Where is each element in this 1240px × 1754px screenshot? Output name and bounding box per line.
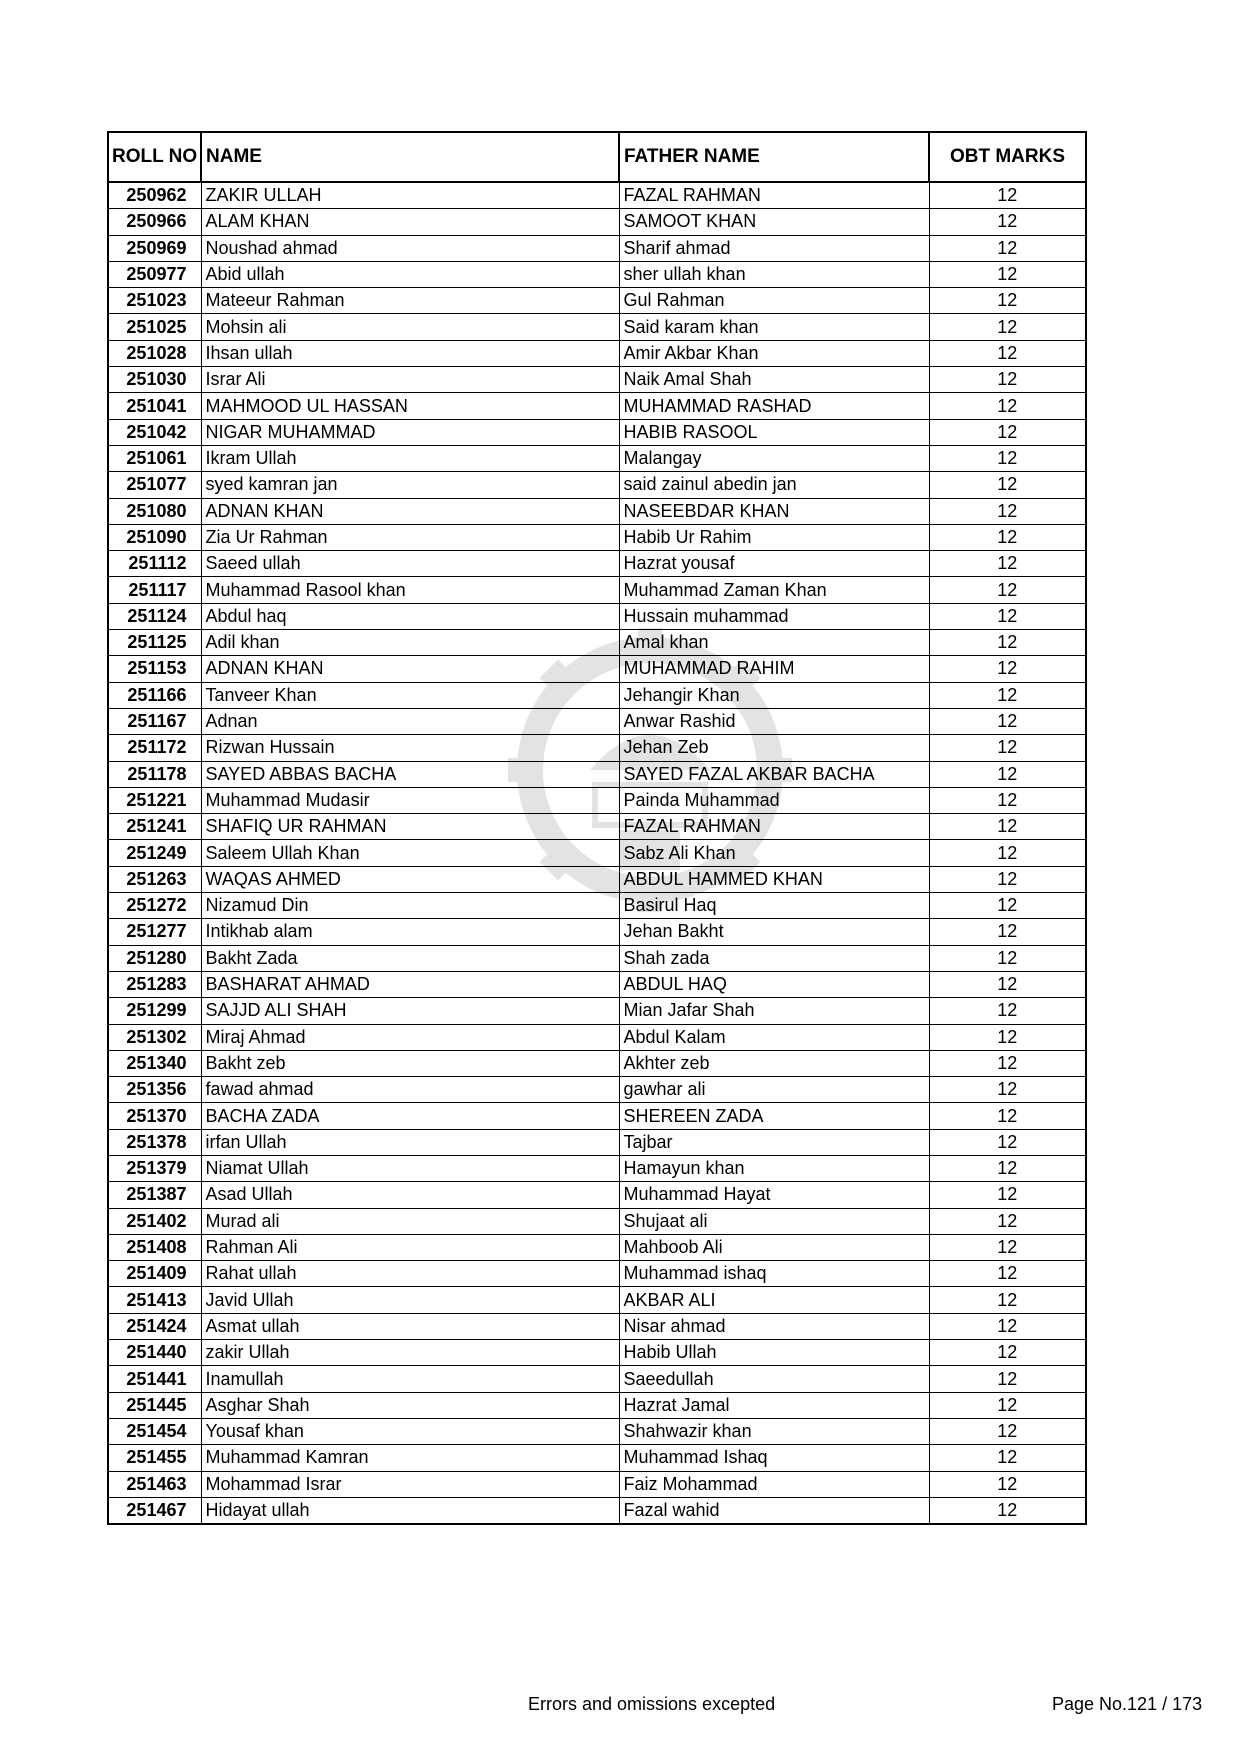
cell-obt-marks: 12 — [929, 1392, 1086, 1418]
cell-father-name: Amal khan — [619, 630, 929, 656]
cell-name: Mateeur Rahman — [201, 288, 619, 314]
cell-name: Bakht zeb — [201, 1050, 619, 1076]
cell-roll-no: 251302 — [108, 1024, 201, 1050]
table-row — [108, 1129, 1086, 1155]
cell-obt-marks: 12 — [929, 577, 1086, 603]
cell-name: Yousaf khan — [201, 1418, 619, 1444]
table-row — [108, 1497, 1086, 1524]
table-row — [108, 1445, 1086, 1471]
table-body — [108, 182, 1086, 1524]
cell-name: Asad Ullah — [201, 1182, 619, 1208]
cell-obt-marks: 12 — [929, 314, 1086, 340]
cell-roll-no: 250966 — [108, 209, 201, 235]
cell-name: Ikram Ullah — [201, 445, 619, 471]
cell-name: Rizwan Hussain — [201, 735, 619, 761]
cell-name: Abdul haq — [201, 603, 619, 629]
cell-obt-marks: 12 — [929, 1313, 1086, 1339]
cell-name: Noushad ahmad — [201, 235, 619, 261]
cell-name: ALAM KHAN — [201, 209, 619, 235]
cell-obt-marks: 12 — [929, 1182, 1086, 1208]
cell-roll-no: 251125 — [108, 630, 201, 656]
table-row — [108, 261, 1086, 287]
cell-name: SHAFIQ UR RAHMAN — [201, 814, 619, 840]
cell-name: SAYED ABBAS BACHA — [201, 761, 619, 787]
table-row — [108, 1024, 1086, 1050]
cell-father-name: gawhar ali — [619, 1077, 929, 1103]
table-row — [108, 393, 1086, 419]
table-row — [108, 551, 1086, 577]
cell-roll-no: 251387 — [108, 1182, 201, 1208]
cell-obt-marks: 12 — [929, 551, 1086, 577]
cell-name: WAQAS AHMED — [201, 866, 619, 892]
cell-name: Abid ullah — [201, 261, 619, 287]
table-row — [108, 682, 1086, 708]
cell-name: ADNAN KHAN — [201, 498, 619, 524]
cell-obt-marks: 12 — [929, 1208, 1086, 1234]
cell-father-name: Hamayun khan — [619, 1155, 929, 1181]
cell-name: zakir Ullah — [201, 1340, 619, 1366]
cell-father-name: Said karam khan — [619, 314, 929, 340]
cell-roll-no: 251117 — [108, 577, 201, 603]
cell-roll-no: 251172 — [108, 735, 201, 761]
table-row — [108, 814, 1086, 840]
cell-father-name: Hazrat Jamal — [619, 1392, 929, 1418]
results-table — [107, 131, 1087, 1525]
cell-name: Muhammad Rasool khan — [201, 577, 619, 603]
table-row — [108, 1077, 1086, 1103]
cell-father-name: Jehan Bakht — [619, 919, 929, 945]
cell-father-name: sher ullah khan — [619, 261, 929, 287]
cell-name: Rahman Ali — [201, 1234, 619, 1260]
table-row — [108, 1261, 1086, 1287]
cell-name: syed kamran jan — [201, 472, 619, 498]
cell-name: irfan Ullah — [201, 1129, 619, 1155]
cell-father-name: HABIB RASOOL — [619, 419, 929, 445]
cell-roll-no: 251408 — [108, 1234, 201, 1260]
cell-father-name: Sharif ahmad — [619, 235, 929, 261]
table-row — [108, 1340, 1086, 1366]
table-row — [108, 1208, 1086, 1234]
table-row — [108, 1182, 1086, 1208]
cell-obt-marks: 12 — [929, 1471, 1086, 1497]
cell-father-name: Faiz Mohammad — [619, 1471, 929, 1497]
cell-obt-marks: 12 — [929, 498, 1086, 524]
cell-roll-no: 251283 — [108, 971, 201, 997]
cell-obt-marks: 12 — [929, 682, 1086, 708]
cell-name: Tanveer Khan — [201, 682, 619, 708]
table-row — [108, 919, 1086, 945]
cell-roll-no: 251249 — [108, 840, 201, 866]
cell-father-name: Muhammad Hayat — [619, 1182, 929, 1208]
cell-name: Adil khan — [201, 630, 619, 656]
cell-father-name: Naik Amal Shah — [619, 367, 929, 393]
cell-roll-no: 251042 — [108, 419, 201, 445]
table-row — [108, 1313, 1086, 1339]
cell-roll-no: 250962 — [108, 182, 201, 209]
cell-roll-no: 251080 — [108, 498, 201, 524]
table-row — [108, 235, 1086, 261]
cell-father-name: MUHAMMAD RASHAD — [619, 393, 929, 419]
cell-father-name: Habib Ullah — [619, 1340, 929, 1366]
cell-obt-marks: 12 — [929, 893, 1086, 919]
cell-obt-marks: 12 — [929, 787, 1086, 813]
table-row — [108, 708, 1086, 734]
cell-obt-marks: 12 — [929, 445, 1086, 471]
cell-obt-marks: 12 — [929, 1077, 1086, 1103]
cell-father-name: Anwar Rashid — [619, 708, 929, 734]
cell-obt-marks: 12 — [929, 261, 1086, 287]
cell-name: Intikhab alam — [201, 919, 619, 945]
cell-obt-marks: 12 — [929, 524, 1086, 550]
cell-father-name: Habib Ur Rahim — [619, 524, 929, 550]
cell-name: BASHARAT AHMAD — [201, 971, 619, 997]
cell-father-name: Hussain muhammad — [619, 603, 929, 629]
cell-obt-marks: 12 — [929, 814, 1086, 840]
cell-father-name: Shahwazir khan — [619, 1418, 929, 1444]
cell-obt-marks: 12 — [929, 840, 1086, 866]
table-row — [108, 340, 1086, 366]
cell-obt-marks: 12 — [929, 708, 1086, 734]
cell-father-name: ABDUL HAMMED KHAN — [619, 866, 929, 892]
cell-father-name: NASEEBDAR KHAN — [619, 498, 929, 524]
table-row — [108, 603, 1086, 629]
cell-obt-marks: 12 — [929, 1261, 1086, 1287]
table-header-row — [108, 132, 1086, 182]
cell-father-name: Tajbar — [619, 1129, 929, 1155]
cell-roll-no: 251030 — [108, 367, 201, 393]
cell-roll-no: 251263 — [108, 866, 201, 892]
cell-obt-marks: 12 — [929, 419, 1086, 445]
cell-roll-no: 251272 — [108, 893, 201, 919]
cell-father-name: Saeedullah — [619, 1366, 929, 1392]
table-row — [108, 866, 1086, 892]
cell-name: Asghar Shah — [201, 1392, 619, 1418]
cell-father-name: SHEREEN ZADA — [619, 1103, 929, 1129]
cell-obt-marks: 12 — [929, 656, 1086, 682]
cell-father-name: Mahboob Ali — [619, 1234, 929, 1260]
table-row — [108, 445, 1086, 471]
cell-name: MAHMOOD UL HASSAN — [201, 393, 619, 419]
cell-name: BACHA ZADA — [201, 1103, 619, 1129]
cell-father-name: Amir Akbar Khan — [619, 340, 929, 366]
cell-name: Rahat ullah — [201, 1261, 619, 1287]
cell-obt-marks: 12 — [929, 235, 1086, 261]
table-row — [108, 998, 1086, 1024]
table-row — [108, 656, 1086, 682]
cell-roll-no: 251463 — [108, 1471, 201, 1497]
cell-obt-marks: 12 — [929, 367, 1086, 393]
cell-father-name: SAMOOT KHAN — [619, 209, 929, 235]
cell-obt-marks: 12 — [929, 1418, 1086, 1444]
header-roll-no: ROLL NO — [108, 132, 201, 182]
cell-obt-marks: 12 — [929, 1287, 1086, 1313]
cell-father-name: Shah zada — [619, 945, 929, 971]
table-row — [108, 209, 1086, 235]
cell-name: SAJJD ALI SHAH — [201, 998, 619, 1024]
cell-name: Hidayat ullah — [201, 1497, 619, 1524]
header-father-name: FATHER NAME — [619, 132, 929, 182]
cell-name: Mohsin ali — [201, 314, 619, 340]
cell-obt-marks: 12 — [929, 971, 1086, 997]
cell-father-name: Nisar ahmad — [619, 1313, 929, 1339]
cell-father-name: Jehangir Khan — [619, 682, 929, 708]
table-row — [108, 1366, 1086, 1392]
cell-roll-no: 251409 — [108, 1261, 201, 1287]
cell-roll-no: 251379 — [108, 1155, 201, 1181]
cell-roll-no: 251124 — [108, 603, 201, 629]
cell-obt-marks: 12 — [929, 1129, 1086, 1155]
cell-name: Muhammad Kamran — [201, 1445, 619, 1471]
cell-obt-marks: 12 — [929, 1155, 1086, 1181]
cell-obt-marks: 12 — [929, 1340, 1086, 1366]
cell-father-name: SAYED FAZAL AKBAR BACHA — [619, 761, 929, 787]
cell-obt-marks: 12 — [929, 472, 1086, 498]
cell-roll-no: 251299 — [108, 998, 201, 1024]
cell-roll-no: 251454 — [108, 1418, 201, 1444]
cell-name: fawad ahmad — [201, 1077, 619, 1103]
cell-name: Niamat Ullah — [201, 1155, 619, 1181]
cell-roll-no: 251061 — [108, 445, 201, 471]
cell-name: Javid Ullah — [201, 1287, 619, 1313]
cell-roll-no: 251356 — [108, 1077, 201, 1103]
cell-father-name: Mian Jafar Shah — [619, 998, 929, 1024]
table-row — [108, 367, 1086, 393]
cell-name: Inamullah — [201, 1366, 619, 1392]
table-row — [108, 630, 1086, 656]
cell-name: Saleem Ullah Khan — [201, 840, 619, 866]
cell-name: ADNAN KHAN — [201, 656, 619, 682]
cell-roll-no: 251280 — [108, 945, 201, 971]
cell-name: ZAKIR ULLAH — [201, 182, 619, 209]
table-row — [108, 787, 1086, 813]
cell-obt-marks: 12 — [929, 1024, 1086, 1050]
table-row — [108, 1234, 1086, 1260]
table-row — [108, 971, 1086, 997]
cell-name: Nizamud Din — [201, 893, 619, 919]
cell-obt-marks: 12 — [929, 945, 1086, 971]
table-row — [108, 1287, 1086, 1313]
cell-roll-no: 251455 — [108, 1445, 201, 1471]
table-row — [108, 182, 1086, 209]
cell-name: Asmat ullah — [201, 1313, 619, 1339]
cell-father-name: AKBAR ALI — [619, 1287, 929, 1313]
cell-roll-no: 251178 — [108, 761, 201, 787]
cell-name: Ihsan ullah — [201, 340, 619, 366]
cell-roll-no: 251153 — [108, 656, 201, 682]
header-name: NAME — [201, 132, 619, 182]
header-obt-marks: OBT MARKS — [929, 132, 1086, 182]
cell-name: Bakht Zada — [201, 945, 619, 971]
cell-roll-no: 251221 — [108, 787, 201, 813]
cell-obt-marks: 12 — [929, 182, 1086, 209]
cell-name: Saeed ullah — [201, 551, 619, 577]
cell-father-name: Gul Rahman — [619, 288, 929, 314]
cell-father-name: Abdul Kalam — [619, 1024, 929, 1050]
cell-obt-marks: 12 — [929, 603, 1086, 629]
cell-roll-no: 251378 — [108, 1129, 201, 1155]
cell-father-name: Malangay — [619, 445, 929, 471]
cell-father-name: Jehan Zeb — [619, 735, 929, 761]
cell-obt-marks: 12 — [929, 1103, 1086, 1129]
cell-roll-no: 251090 — [108, 524, 201, 550]
table-row — [108, 314, 1086, 340]
cell-roll-no: 250977 — [108, 261, 201, 287]
cell-roll-no: 251025 — [108, 314, 201, 340]
cell-obt-marks: 12 — [929, 919, 1086, 945]
table-row — [108, 1050, 1086, 1076]
table-row — [108, 945, 1086, 971]
cell-obt-marks: 12 — [929, 1366, 1086, 1392]
table-row — [108, 1103, 1086, 1129]
cell-father-name: said zainul abedin jan — [619, 472, 929, 498]
table-row — [108, 419, 1086, 445]
table-row — [108, 577, 1086, 603]
cell-obt-marks: 12 — [929, 761, 1086, 787]
cell-father-name: Sabz Ali Khan — [619, 840, 929, 866]
cell-obt-marks: 12 — [929, 288, 1086, 314]
cell-roll-no: 251340 — [108, 1050, 201, 1076]
table-row — [108, 761, 1086, 787]
table-row — [108, 472, 1086, 498]
cell-roll-no: 251424 — [108, 1313, 201, 1339]
cell-obt-marks: 12 — [929, 1497, 1086, 1524]
table-row — [108, 735, 1086, 761]
table-row — [108, 1392, 1086, 1418]
table-row — [108, 524, 1086, 550]
cell-obt-marks: 12 — [929, 209, 1086, 235]
cell-roll-no: 251413 — [108, 1287, 201, 1313]
cell-roll-no: 251112 — [108, 551, 201, 577]
cell-father-name: ABDUL HAQ — [619, 971, 929, 997]
cell-roll-no: 251440 — [108, 1340, 201, 1366]
cell-name: Muhammad Mudasir — [201, 787, 619, 813]
cell-obt-marks: 12 — [929, 735, 1086, 761]
cell-roll-no: 251370 — [108, 1103, 201, 1129]
cell-roll-no: 251167 — [108, 708, 201, 734]
cell-obt-marks: 12 — [929, 630, 1086, 656]
cell-roll-no: 251041 — [108, 393, 201, 419]
cell-roll-no: 251241 — [108, 814, 201, 840]
cell-obt-marks: 12 — [929, 1234, 1086, 1260]
table-row — [108, 840, 1086, 866]
table-row — [108, 498, 1086, 524]
cell-name: Miraj Ahmad — [201, 1024, 619, 1050]
cell-name: Zia Ur Rahman — [201, 524, 619, 550]
cell-name: Adnan — [201, 708, 619, 734]
cell-name: Israr Ali — [201, 367, 619, 393]
cell-father-name: Akhter zeb — [619, 1050, 929, 1076]
cell-roll-no: 251445 — [108, 1392, 201, 1418]
cell-father-name: Hazrat yousaf — [619, 551, 929, 577]
cell-father-name: FAZAL RAHMAN — [619, 814, 929, 840]
cell-father-name: Muhammad ishaq — [619, 1261, 929, 1287]
cell-roll-no: 251028 — [108, 340, 201, 366]
cell-father-name: MUHAMMAD RAHIM — [619, 656, 929, 682]
table-row — [108, 288, 1086, 314]
cell-obt-marks: 12 — [929, 1445, 1086, 1471]
cell-obt-marks: 12 — [929, 1050, 1086, 1076]
table-row — [108, 1418, 1086, 1444]
cell-name: Mohammad Israr — [201, 1471, 619, 1497]
cell-obt-marks: 12 — [929, 998, 1086, 1024]
cell-father-name: Painda Muhammad — [619, 787, 929, 813]
cell-father-name: Fazal wahid — [619, 1497, 929, 1524]
table-row — [108, 893, 1086, 919]
cell-name: Murad ali — [201, 1208, 619, 1234]
cell-father-name: Shujaat ali — [619, 1208, 929, 1234]
cell-roll-no: 251441 — [108, 1366, 201, 1392]
cell-roll-no: 251023 — [108, 288, 201, 314]
footer-note: Errors and omissions excepted — [528, 1694, 776, 1714]
cell-name: NIGAR MUHAMMAD — [201, 419, 619, 445]
cell-obt-marks: 12 — [929, 393, 1086, 419]
cell-roll-no: 251467 — [108, 1497, 201, 1524]
cell-roll-no: 251402 — [108, 1208, 201, 1234]
cell-roll-no: 251277 — [108, 919, 201, 945]
cell-roll-no: 251077 — [108, 472, 201, 498]
cell-obt-marks: 12 — [929, 340, 1086, 366]
table-row — [108, 1471, 1086, 1497]
page-number: Page No.121 / 173 — [1052, 1694, 1203, 1714]
cell-roll-no: 250969 — [108, 235, 201, 261]
cell-father-name: Basirul Haq — [619, 893, 929, 919]
cell-father-name: Muhammad Ishaq — [619, 1445, 929, 1471]
table-row — [108, 1155, 1086, 1181]
cell-roll-no: 251166 — [108, 682, 201, 708]
cell-father-name: FAZAL RAHMAN — [619, 182, 929, 209]
cell-obt-marks: 12 — [929, 866, 1086, 892]
cell-father-name: Muhammad Zaman Khan — [619, 577, 929, 603]
